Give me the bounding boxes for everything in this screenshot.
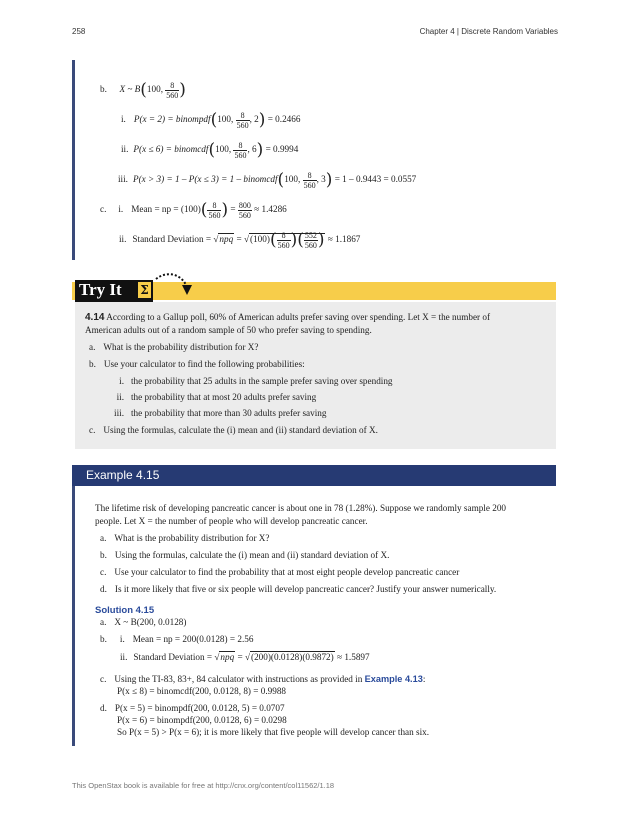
list-item: d. Is it more likely that five or six people will develop pancreatic cancer? Justify your answer numerically. [100,584,497,594]
solution-title: Solution 4.15 [95,605,155,616]
try-it-number: 4.14 [85,312,105,323]
solution-b-i: b. i. Mean = np = 200(0.0128) = 2.56 [100,634,254,644]
part-b-line: b. X ~ B(100, $\frac{8}{560}$ ) [100,80,186,100]
list-item: c. Using the formulas, calculate the (i) mean and (ii) standard deviation of X. [89,425,378,435]
list-subitem: ii. the probability that at most 20 adults prefer saving [116,392,317,402]
try-it-title: Try It [79,280,122,299]
part-b-item-i: i. P(x = 2) = binompdf(100, $\frac{8}{560}$ , 2) = 0.2466 [121,110,301,130]
page-number: 258 [72,27,86,36]
fraction: $\frac{8}{560}$ [277,230,290,250]
example-title: Example 4.15 [86,468,160,482]
solution-b-ii: ii. Standard Deviation = √npq = √(200)(0.0128)(0.9872) ≈ 1.5897 [120,652,370,662]
part-b-label: b. [100,84,107,95]
try-it-line1: 4.14 According to a Gallup poll, 60% of American adults prefer saving over spending. Let X = the number of [85,312,491,323]
fraction: $\frac{800}{560}$ [238,200,251,220]
sigma-icon: Σ [138,282,151,298]
fraction: $\frac{8}{560}$ [234,140,247,160]
list-item: b. Use your calculator to find the following probabilities: [89,359,305,369]
try-it-title-box [75,280,153,302]
list-item: c. Use your calculator to find the probability that at most eight people develop pancreatic cancer [100,567,460,577]
try-it-box [75,302,556,449]
fraction: $\frac{8}{560}$ [166,80,179,100]
list-item: b. Using the formulas, calculate the (i) mean and (ii) standard deviation of X. [100,550,390,560]
list-item: a. What is the probability distribution for X? [89,342,259,352]
solution-d-line3: So P(x = 5) > P(x = 6); it is more likely that five people will develop cancer than six. [117,727,430,737]
list-item: a. What is the probability distribution for X? [100,533,270,543]
fraction: $\frac{552}{560}$ [304,230,317,250]
part-b-dist: X ~ B [119,84,141,95]
list-subitem: i. the probability that 25 adults in the sample prefer saving over spending [119,376,393,386]
part-c-sd: ii. Standard Deviation = √npq = √(100)( $\frac{8}{560}$ )( $\frac{552}{560}$ ) ≈ 1.1867 [119,230,361,250]
solution-rule [72,60,75,260]
example-band [72,465,556,486]
fraction: $\frac{8}{560}$ [303,170,316,190]
part-b-args: 100, [146,84,163,95]
example-para1: The lifetime risk of developing pancreatic cancer is about one in 78 (1.28%). Suppose we randomly sample 200 [95,503,507,513]
part-c-mean: c. i. Mean = np = (100)( $\frac{8}{560}$ ) = $\frac{800}{560}$ ≈ 1.4286 [100,200,287,220]
dotted-arrow-icon [152,271,194,299]
solution-d-line2: P(x = 6) = binompdf(200, 0.0128, 6) = 0.0298 [117,715,287,725]
solution-c: c. Using the TI-83, 83+, 84 calculator with instructions as provided in Example 4.13: [100,674,426,684]
part-b-item-ii: ii. P(x ≤ 6) = binomcdf(100, $\frac{8}{560}$ , 6) = 0.9994 [121,140,299,160]
radical-expr: (100)( $\frac{8}{560}$ )( $\frac{552}{560}$ ) [250,230,325,250]
solution-c-result: P(x ≤ 8) = binomcdf(200, 0.0128, 8) = 0.9988 [117,686,287,696]
solution-d: d. P(x = 5) = binompdf(200, 0.0128, 5) = 0.0707 [100,703,285,713]
fraction: $\frac{8}{560}$ [208,200,221,220]
solution-a: a. X ~ B(200, 0.0128) [100,617,187,627]
example-para2: people. Let X = the number of people who will develop pancreatic cancer. [95,516,368,526]
list-subitem: iii. the probability that more than 30 adults prefer saving [114,408,327,418]
footer-note: This OpenStax book is available for free at http://cnx.org/content/col11562/1.18 [72,781,335,790]
chapter-title: Chapter 4 | Discrete Random Variables [419,27,558,36]
example-body [72,486,556,746]
example-link[interactable]: Example 4.13 [364,674,423,684]
radical: npq [219,234,234,245]
fraction: $\frac{8}{560}$ [236,110,249,130]
try-it-line2: American adults out of a random sample of 50 who prefer saving to spending. [85,325,372,335]
part-b-item-iii: iii. P(x > 3) = 1 – P(x ≤ 3) = 1 – binomcdf(100, $\frac{8}{560}$ , 3) = 1 – 0.9443 = 0.0557 [118,170,417,190]
